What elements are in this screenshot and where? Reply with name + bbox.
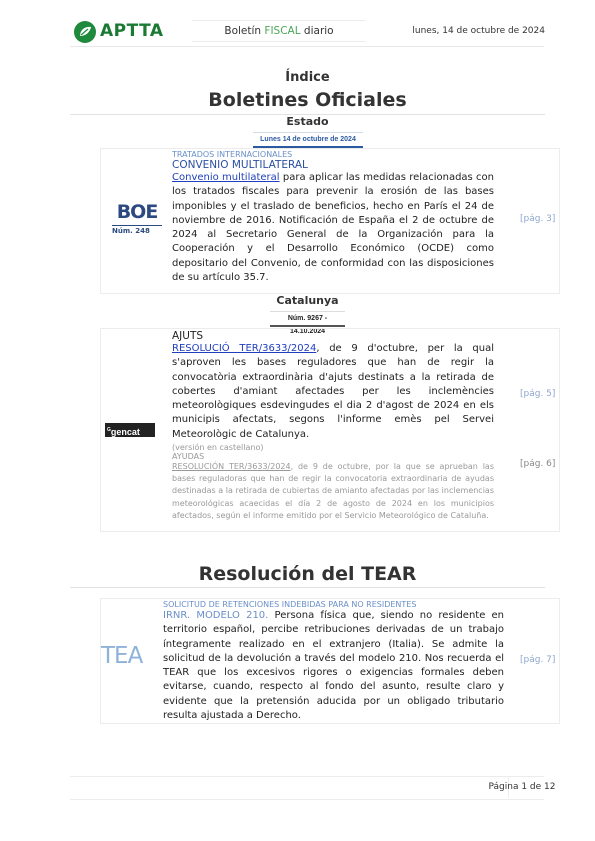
resolucio-link[interactable]: RESOLUCIÓ TER/3633/2024 bbox=[172, 343, 317, 354]
entry-category: SOLICITUD DE RETENCIONES INDEBIDAS PARA NO RESIDENTES bbox=[163, 600, 417, 609]
brand-logo bbox=[70, 18, 174, 47]
entry-lead: IRNR. MODELO 210. bbox=[163, 610, 269, 621]
page-ref-link[interactable]: [pág. 3] bbox=[520, 214, 556, 224]
entry-boe-content bbox=[172, 150, 494, 285]
page-ref-link-es[interactable]: [pág. 6] bbox=[520, 459, 556, 469]
entry-tear-content bbox=[163, 600, 504, 723]
page-number: Página 1 de 12 bbox=[488, 782, 556, 792]
convenio-link[interactable]: Convenio multilateral bbox=[172, 172, 280, 183]
spanish-version-note: (versión en castellano) bbox=[172, 443, 264, 453]
entry-body: IRNR. MODELO 210. Persona física que, siendo no residente en territorio español, percibe retribuciones derivadas de un trabajo íntegramente realizado en el extranjero (Italia). Se admite la solicitud de la devolución a través del modelo 210. Nos recuerda el TEAR que los excesivos rigores o exigencias formales deben evitarse, cuando, respecto al fondo del asunto, resulte claro y evidente que la pretensión aducida por un obligado tributario resulta ajustada a Derecho. bbox=[163, 610, 505, 722]
index-heading: Índice bbox=[285, 70, 330, 85]
boe-number: Núm. 248 bbox=[112, 225, 162, 235]
bulletin-title: Boletín FISCAL diario bbox=[192, 20, 366, 42]
entry-body-es: RESOLUCIÓN TER/3633/2024, de 9 de octubre, por la que se aprueban las bases reguladoras que han de regir la convocatoria extraordinaria de ayudas destinadas a la retirada de cubiertas de amianto afectadas por las inclemencias meteorológicas acaecidas el día 2 de agosto de 2024 en los municipios afectados, según el informe emitido por el Servicio Meteorológico de Cataluña. bbox=[172, 462, 495, 520]
entry-category: TRATADOS INTERNACIONALES bbox=[172, 150, 293, 159]
section-title-tear: Resolución del TEAR bbox=[198, 563, 417, 585]
section-divider bbox=[70, 587, 545, 588]
resolucion-link[interactable]: RESOLUCIÓN TER/3633/2024 bbox=[172, 462, 291, 472]
logo-text: APTTA bbox=[100, 21, 164, 41]
boe-logo bbox=[112, 201, 162, 235]
page-title: Boletines Oficiales bbox=[208, 89, 407, 111]
footer bbox=[70, 776, 544, 800]
entry-category: AYUDAS bbox=[172, 452, 205, 462]
entry-body: RESOLUCIÓ TER/3633/2024, de 9 d'octubre, per la qual s'aproven les bases reguladores que han de regir la convocatòria extraordinària d'ajuts destinats a la retirada de cobertes d'amiant afectades per les inclemències meteorològiques esdevingudes el dia 2 d'agost de 2024 en els municipis afectats, segons l'informe emès pel Servei Meteorològic de Catalunya. bbox=[172, 343, 495, 440]
page-ref-link[interactable]: [pág. 5] bbox=[520, 389, 556, 399]
section-heading-catalunya: Catalunya bbox=[276, 294, 339, 307]
leaf-icon bbox=[74, 21, 96, 43]
boe-logo-mark: BOE bbox=[116, 201, 158, 223]
entry-title: AJUTS bbox=[172, 330, 204, 342]
header-date: lunes, 14 de octubre de 2024 bbox=[412, 26, 545, 36]
gencat-logo: $^G$gencat bbox=[105, 423, 155, 437]
header-divider bbox=[70, 46, 544, 47]
page-ref-link[interactable]: [pág. 7] bbox=[520, 655, 556, 665]
tea-logo: TEA bbox=[101, 643, 143, 669]
catalunya-date-tag: Núm. 9267 - 14.10.2024 bbox=[270, 311, 345, 327]
entry-body: Convenio multilateral para aplicar las medidas relacionadas con los tratados fiscales para prevenir la erosión de las bases imponibles y el traslado de beneficios, hecho en París el 24 de noviembre de 2016. Notificación de España el 2 de octubre de 2024 al Secretario General de la Organización para la Cooperación y el Desarrollo Económico (OCDE) como depositario del Convenio, de conformidad con las disposiciones de su artículo 35.7. bbox=[172, 172, 494, 284]
entry-title: CONVENIO MULTILATERAL bbox=[172, 159, 308, 171]
section-heading-estado: Estado bbox=[286, 115, 329, 128]
estado-date-tag: Lunes 14 de octubre de 2024 bbox=[253, 132, 363, 148]
entry-gencat-content bbox=[172, 330, 494, 522]
